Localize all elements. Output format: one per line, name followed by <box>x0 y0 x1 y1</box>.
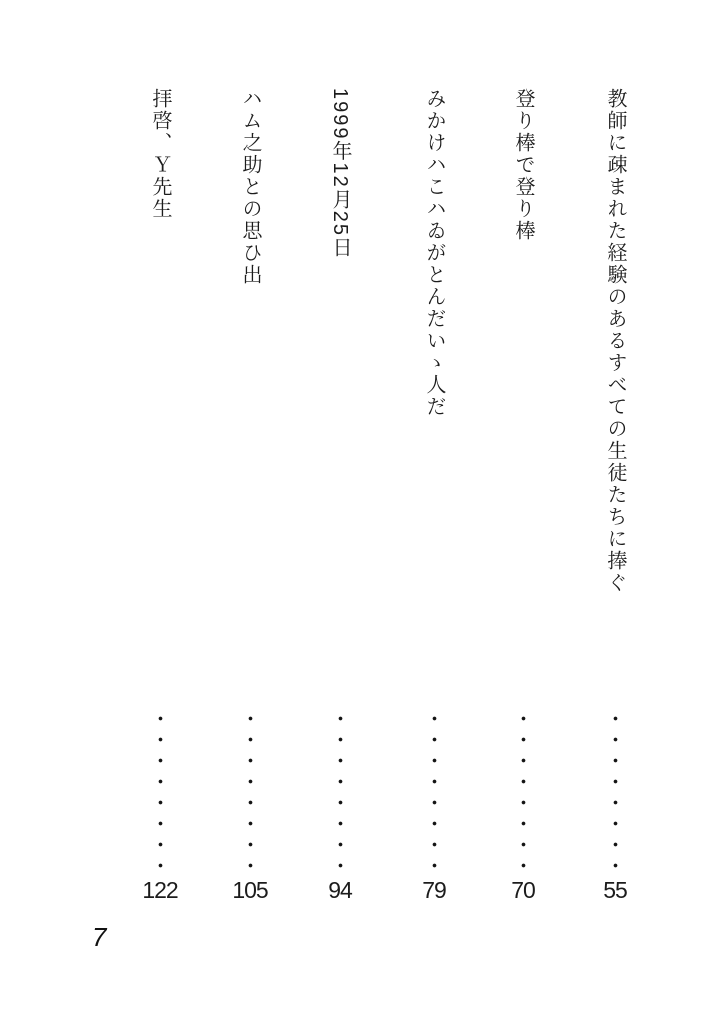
entry-page-number: 94 <box>328 877 352 903</box>
dot-leader <box>432 708 437 876</box>
entry-page-number: 105 <box>232 877 268 903</box>
entry-title: 登り棒で登り棒 <box>512 88 534 242</box>
toc-entry <box>419 88 449 928</box>
entry-page-number: 79 <box>422 877 446 903</box>
toc-entry <box>600 88 630 928</box>
entry-title: 拝啓、Ｙ先生 <box>149 88 171 220</box>
entry-title: 教師に疎まれた経験のあるすべての生徒たちに捧ぐ <box>604 88 626 594</box>
entry-page-number: 122 <box>142 877 178 903</box>
dot-leader <box>158 708 163 876</box>
folio-page-number: 7 <box>92 922 107 952</box>
dot-leader <box>521 708 526 876</box>
entry-title: みかけハこハゐがとんだいゝ人だ <box>423 88 445 418</box>
dot-leader <box>248 708 253 876</box>
toc-entry <box>508 88 538 928</box>
toc-entry <box>142 88 178 928</box>
entry-page-number: 70 <box>511 877 535 903</box>
entry-title: 1999年12月25日 <box>329 88 351 259</box>
dot-leader <box>613 708 618 876</box>
dot-leader <box>338 708 343 876</box>
toc-entry <box>232 88 268 928</box>
entry-page-number: 55 <box>603 877 627 903</box>
toc-entry <box>325 88 355 928</box>
entry-title: ハム之助との思ひ出 <box>239 88 261 286</box>
